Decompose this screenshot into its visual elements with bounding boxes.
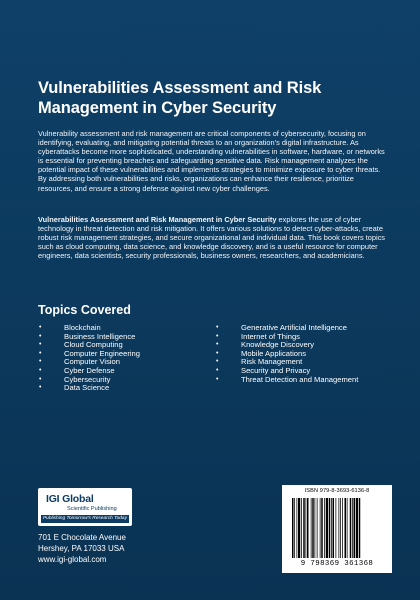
bullet-icon: • (39, 341, 42, 349)
barcode-stripe (315, 498, 316, 558)
book-title-line-2: Management in Cyber Security (38, 99, 277, 117)
bullet-icon: • (39, 349, 42, 357)
bullet-icon: • (39, 375, 42, 383)
barcode-stripe (340, 498, 341, 558)
barcode-stripe (345, 498, 347, 558)
bullet-icon: • (39, 324, 42, 331)
bullet-icon: • (216, 341, 219, 349)
bullet-icon: • (39, 358, 42, 366)
publisher-logo-tagline: Scientific Publishing (67, 506, 117, 512)
publisher-website: www.igi-global.com (38, 555, 107, 564)
barcode-stripe (329, 498, 331, 558)
barcode-stripe (324, 498, 325, 558)
barcode-stripe (354, 498, 356, 558)
topic-item: • Internet of Things (216, 331, 300, 341)
barcode-stripe (298, 498, 300, 558)
barcode-bars (292, 498, 382, 558)
barcode-stripe (292, 498, 294, 558)
bullet-icon: • (216, 324, 219, 331)
isbn-label: ISBN 979-8-3693-6136-8 (304, 488, 370, 494)
bullet-icon: • (216, 358, 219, 366)
barcode-stripe (312, 498, 314, 558)
book-title (38, 78, 388, 118)
barcode-stripe (317, 498, 318, 558)
barcode-stripe (297, 498, 298, 558)
barcode-number: 9 798369 361368 (300, 560, 374, 568)
bullet-icon: • (216, 349, 219, 357)
topic-item: • Computer Engineering (39, 348, 140, 358)
barcode-stripe (311, 498, 312, 558)
topic-item: • Threat Detection and Management (216, 374, 359, 384)
barcode-stripe (320, 498, 321, 558)
topic-item: • Security and Privacy (216, 365, 311, 375)
topic-item: • Cybersecurity (39, 374, 111, 384)
barcode-stripe (301, 498, 302, 558)
barcode-stripe (326, 498, 328, 558)
isbn-barcode (282, 485, 392, 573)
bullet-icon: • (216, 332, 219, 340)
barcode-stripe (303, 498, 305, 558)
barcode-stripe (336, 498, 337, 558)
publisher-logo-slogan: Publishing Tomorrow's Research Today (42, 516, 127, 521)
bullet-icon: • (39, 332, 42, 340)
topic-item: • Cyber Defense (39, 365, 115, 375)
topic-item: • Computer Vision (39, 357, 120, 367)
topic-item: • Cloud Computing (39, 340, 123, 350)
barcode-stripe (306, 498, 307, 558)
barcode-stripe (356, 498, 358, 558)
bullet-icon: • (216, 366, 219, 374)
bullet-icon: • (216, 375, 219, 383)
publisher-logo-name: IGI Global (46, 493, 94, 505)
barcode-stripe (350, 498, 352, 558)
barcode-stripe (347, 498, 348, 558)
barcode-stripe (333, 498, 335, 558)
description-paragraph-2 (38, 215, 390, 260)
topic-item: • Knowledge Discovery (216, 340, 315, 350)
barcode-stripe (339, 498, 340, 558)
topics-list-left (38, 324, 208, 393)
description-paragraph-1: Vulnerability assessment and risk management are critical components of cybersecurity, focusing on identifying, evaluating, and mitigating potential threats to an organization's digital infrastructure. As cyberattacks become more sophisticated, understanding vulnerabilities in software, hardware, or networks is essential for preventing breaches and safeguarding sensitive data. Risk management analyzes the potential impact of these vulnerabilities and implements strategies to minimize exposure to cyber threats. By addressing both vulnerabilities and risks, organizations can enhance their resilience, prioritize resources, and ensure a strong defense against new cyber challenges. (38, 129, 385, 193)
topics-heading: Topics Covered (38, 303, 131, 317)
bullet-icon: • (39, 384, 42, 392)
topic-item: • Risk Management (216, 357, 303, 367)
book-title-line-1: Vulnerabilities Assessment and Risk (38, 79, 322, 97)
topics-list-right (215, 324, 395, 384)
barcode-stripe (307, 498, 309, 558)
topic-item: • Mobile Applications (216, 348, 307, 358)
publisher-address (38, 532, 126, 565)
barcode-stripe (321, 498, 323, 558)
publisher-logo (38, 488, 132, 526)
topic-item: • Generative Artificial Intelligence (216, 323, 347, 332)
barcode-stripe (331, 498, 332, 558)
address-city: Hershey, PA 17033 USA (38, 544, 125, 553)
bullet-icon: • (39, 366, 42, 374)
barcode-stripe (352, 498, 353, 558)
barcode-stripe (359, 498, 361, 558)
description-paragraph-2-text: explores the use of cyber technology in threat detection and risk mitigation. It offers various solutions to detect cyber-attacks, create robust risk management strategies, and secure organizational and individual data. This book covers topics such as cloud computing, data science, and knowledge discovery, and is a useful resource for computer engineers, data scientists, security professionals, business owners, researchers, and academicians. (38, 215, 386, 261)
barcode-stripe (294, 498, 295, 558)
topic-item: • Data Science (39, 383, 110, 393)
address-street: 701 E Chocolate Avenue (38, 533, 126, 542)
topic-item: • Blockchain (39, 323, 101, 332)
barcode-stripe (342, 498, 343, 558)
description-book-title: Vulnerabilities Assessment and Risk Management in Cyber Security (38, 215, 277, 224)
topic-item: • Business Intelligence (39, 331, 136, 341)
